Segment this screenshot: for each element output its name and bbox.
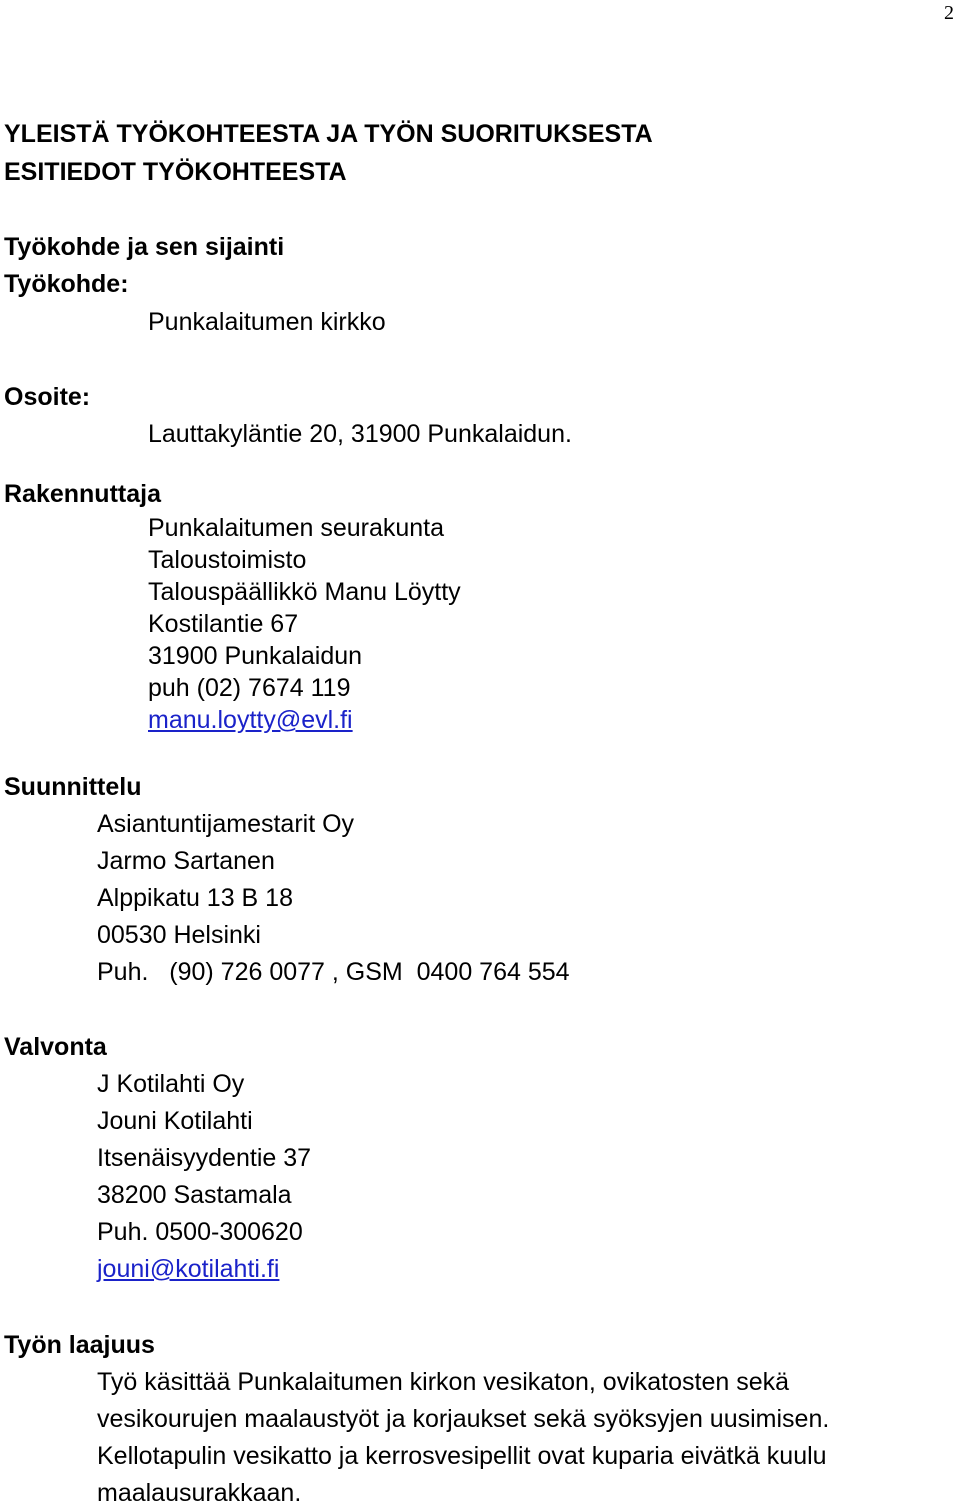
supervision-line: J Kotilahti Oy	[97, 1070, 245, 1098]
design-line: Asiantuntijamestarit Oy	[97, 810, 355, 838]
worksite-value: Punkalaitumen kirkko	[148, 308, 386, 336]
address-label: Osoite:	[4, 383, 91, 411]
design-line: Jarmo Sartanen	[97, 847, 275, 875]
worksite-heading: Työkohde ja sen sijainti	[4, 233, 285, 261]
client-line: Punkalaitumen seurakunta	[148, 514, 445, 542]
scope-heading: Työn laajuus	[4, 1331, 155, 1359]
client-heading: Rakennuttaja	[4, 480, 161, 508]
client-line: Kostilantie 67	[148, 610, 299, 638]
subsection-title: ESITIEDOT TYÖKOHTEESTA	[4, 158, 347, 186]
design-heading: Suunnittelu	[4, 773, 142, 801]
supervision-heading: Valvonta	[4, 1033, 107, 1061]
section-title: YLEISTÄ TYÖKOHTEESTA JA TYÖN SUORITUKSESTA	[4, 120, 653, 148]
scope-paragraph-line: Työ käsittää Punkalaitumen kirkon vesikaton, ovikatosten sekä	[97, 1368, 790, 1396]
design-line: Alppikatu 13 B 18	[97, 884, 293, 912]
page-number: 2	[944, 2, 954, 24]
worksite-label: Työkohde:	[4, 270, 129, 298]
address-value: Lauttakyläntie 20, 31900 Punkalaidun.	[148, 420, 572, 448]
supervision-line: 38200 Sastamala	[97, 1181, 292, 1209]
supervision-email-link[interactable]: jouni@kotilahti.fi	[97, 1255, 280, 1283]
design-phone-line: Puh. (90) 726 0077 , GSM 0400 764 554	[97, 958, 570, 986]
client-line: Taloustoimisto	[148, 546, 307, 574]
client-line: 31900 Punkalaidun	[148, 642, 363, 670]
scope-paragraph-line: maalausurakkaan.	[97, 1479, 302, 1507]
scope-paragraph-line: vesikourujen maalaustyöt ja korjaukset sekä syöksyjen uusimisen.	[97, 1405, 830, 1433]
supervision-line: Itsenäisyydentie 37	[97, 1144, 312, 1172]
design-line: 00530 Helsinki	[97, 921, 261, 949]
supervision-line: Jouni Kotilahti	[97, 1107, 253, 1135]
client-email-link[interactable]: manu.loytty@evl.fi	[148, 706, 353, 734]
scope-paragraph-line: Kellotapulin vesikatto ja kerrosvesipellit ovat kuparia eivätkä kuulu	[97, 1442, 827, 1470]
supervision-line: Puh. 0500-300620	[97, 1218, 303, 1246]
client-line: puh (02) 7674 119	[148, 674, 351, 702]
client-line: Talouspäällikkö Manu Löytty	[148, 578, 461, 606]
